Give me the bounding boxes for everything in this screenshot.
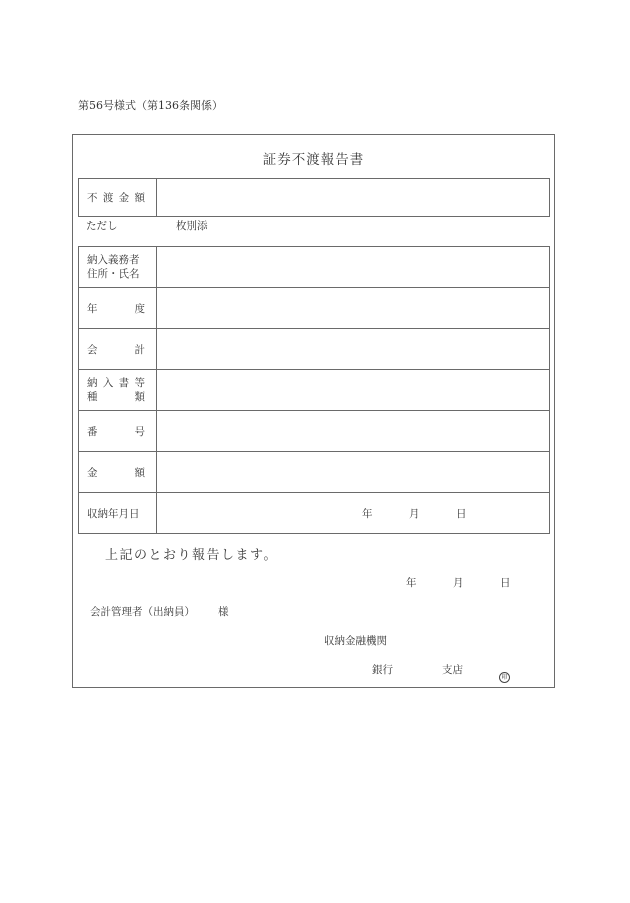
- receipt-day-unit: 日: [456, 508, 467, 520]
- amount-field[interactable]: [157, 452, 550, 493]
- obligor-label: 納入義務者 住所・氏名: [79, 247, 157, 288]
- bank-label: 銀行: [372, 664, 393, 676]
- unpaid-amount-field[interactable]: [157, 179, 550, 217]
- receipt-date-label: 収納年月日: [79, 493, 157, 534]
- note-label: ただし: [86, 220, 118, 232]
- addressee-honorific: 様: [218, 606, 229, 618]
- unpaid-amount-label: 不 渡 金 額: [79, 179, 157, 217]
- seal-icon: 印: [499, 672, 510, 683]
- receipt-month-unit: 月: [409, 508, 420, 520]
- number-field[interactable]: [157, 411, 550, 452]
- report-year-unit: 年: [406, 577, 417, 589]
- receipt-year-unit: 年: [362, 508, 373, 520]
- branch-label: 支店: [442, 664, 463, 676]
- amount-label: 金 額: [79, 452, 157, 493]
- obligor-field[interactable]: [157, 247, 550, 288]
- details-table: [78, 246, 550, 534]
- payment-slip-type-field[interactable]: [157, 370, 550, 411]
- fiscal-year-label: 年 度: [79, 288, 157, 329]
- account-field[interactable]: [157, 329, 550, 370]
- table-row: [79, 329, 550, 370]
- payment-slip-type-label: 納 入 書 等 種 類: [79, 370, 157, 411]
- form-number: 第56号様式（第136条関係）: [78, 99, 223, 112]
- table-row: [79, 370, 550, 411]
- declaration-text: 上記のとおり報告します。: [105, 548, 278, 563]
- document-title: 証券不渡報告書: [262, 152, 365, 168]
- table-row: [79, 452, 550, 493]
- table-row: [79, 247, 550, 288]
- table-row: [79, 411, 550, 452]
- number-label: 番 号: [79, 411, 157, 452]
- table-row: [79, 288, 550, 329]
- table-row: [79, 493, 550, 534]
- fiscal-year-field[interactable]: [157, 288, 550, 329]
- addressee-name: 会計管理者（出納員）: [90, 606, 195, 618]
- institution-label: 収納金融機関: [324, 635, 387, 647]
- note-text: 枚別添: [176, 220, 208, 232]
- account-label: 会 計: [79, 329, 157, 370]
- receipt-date-field[interactable]: [157, 493, 550, 534]
- report-month-unit: 月: [453, 577, 464, 589]
- unpaid-amount-row: [79, 179, 550, 217]
- unpaid-amount-table: [78, 178, 550, 217]
- report-day-unit: 日: [500, 577, 511, 589]
